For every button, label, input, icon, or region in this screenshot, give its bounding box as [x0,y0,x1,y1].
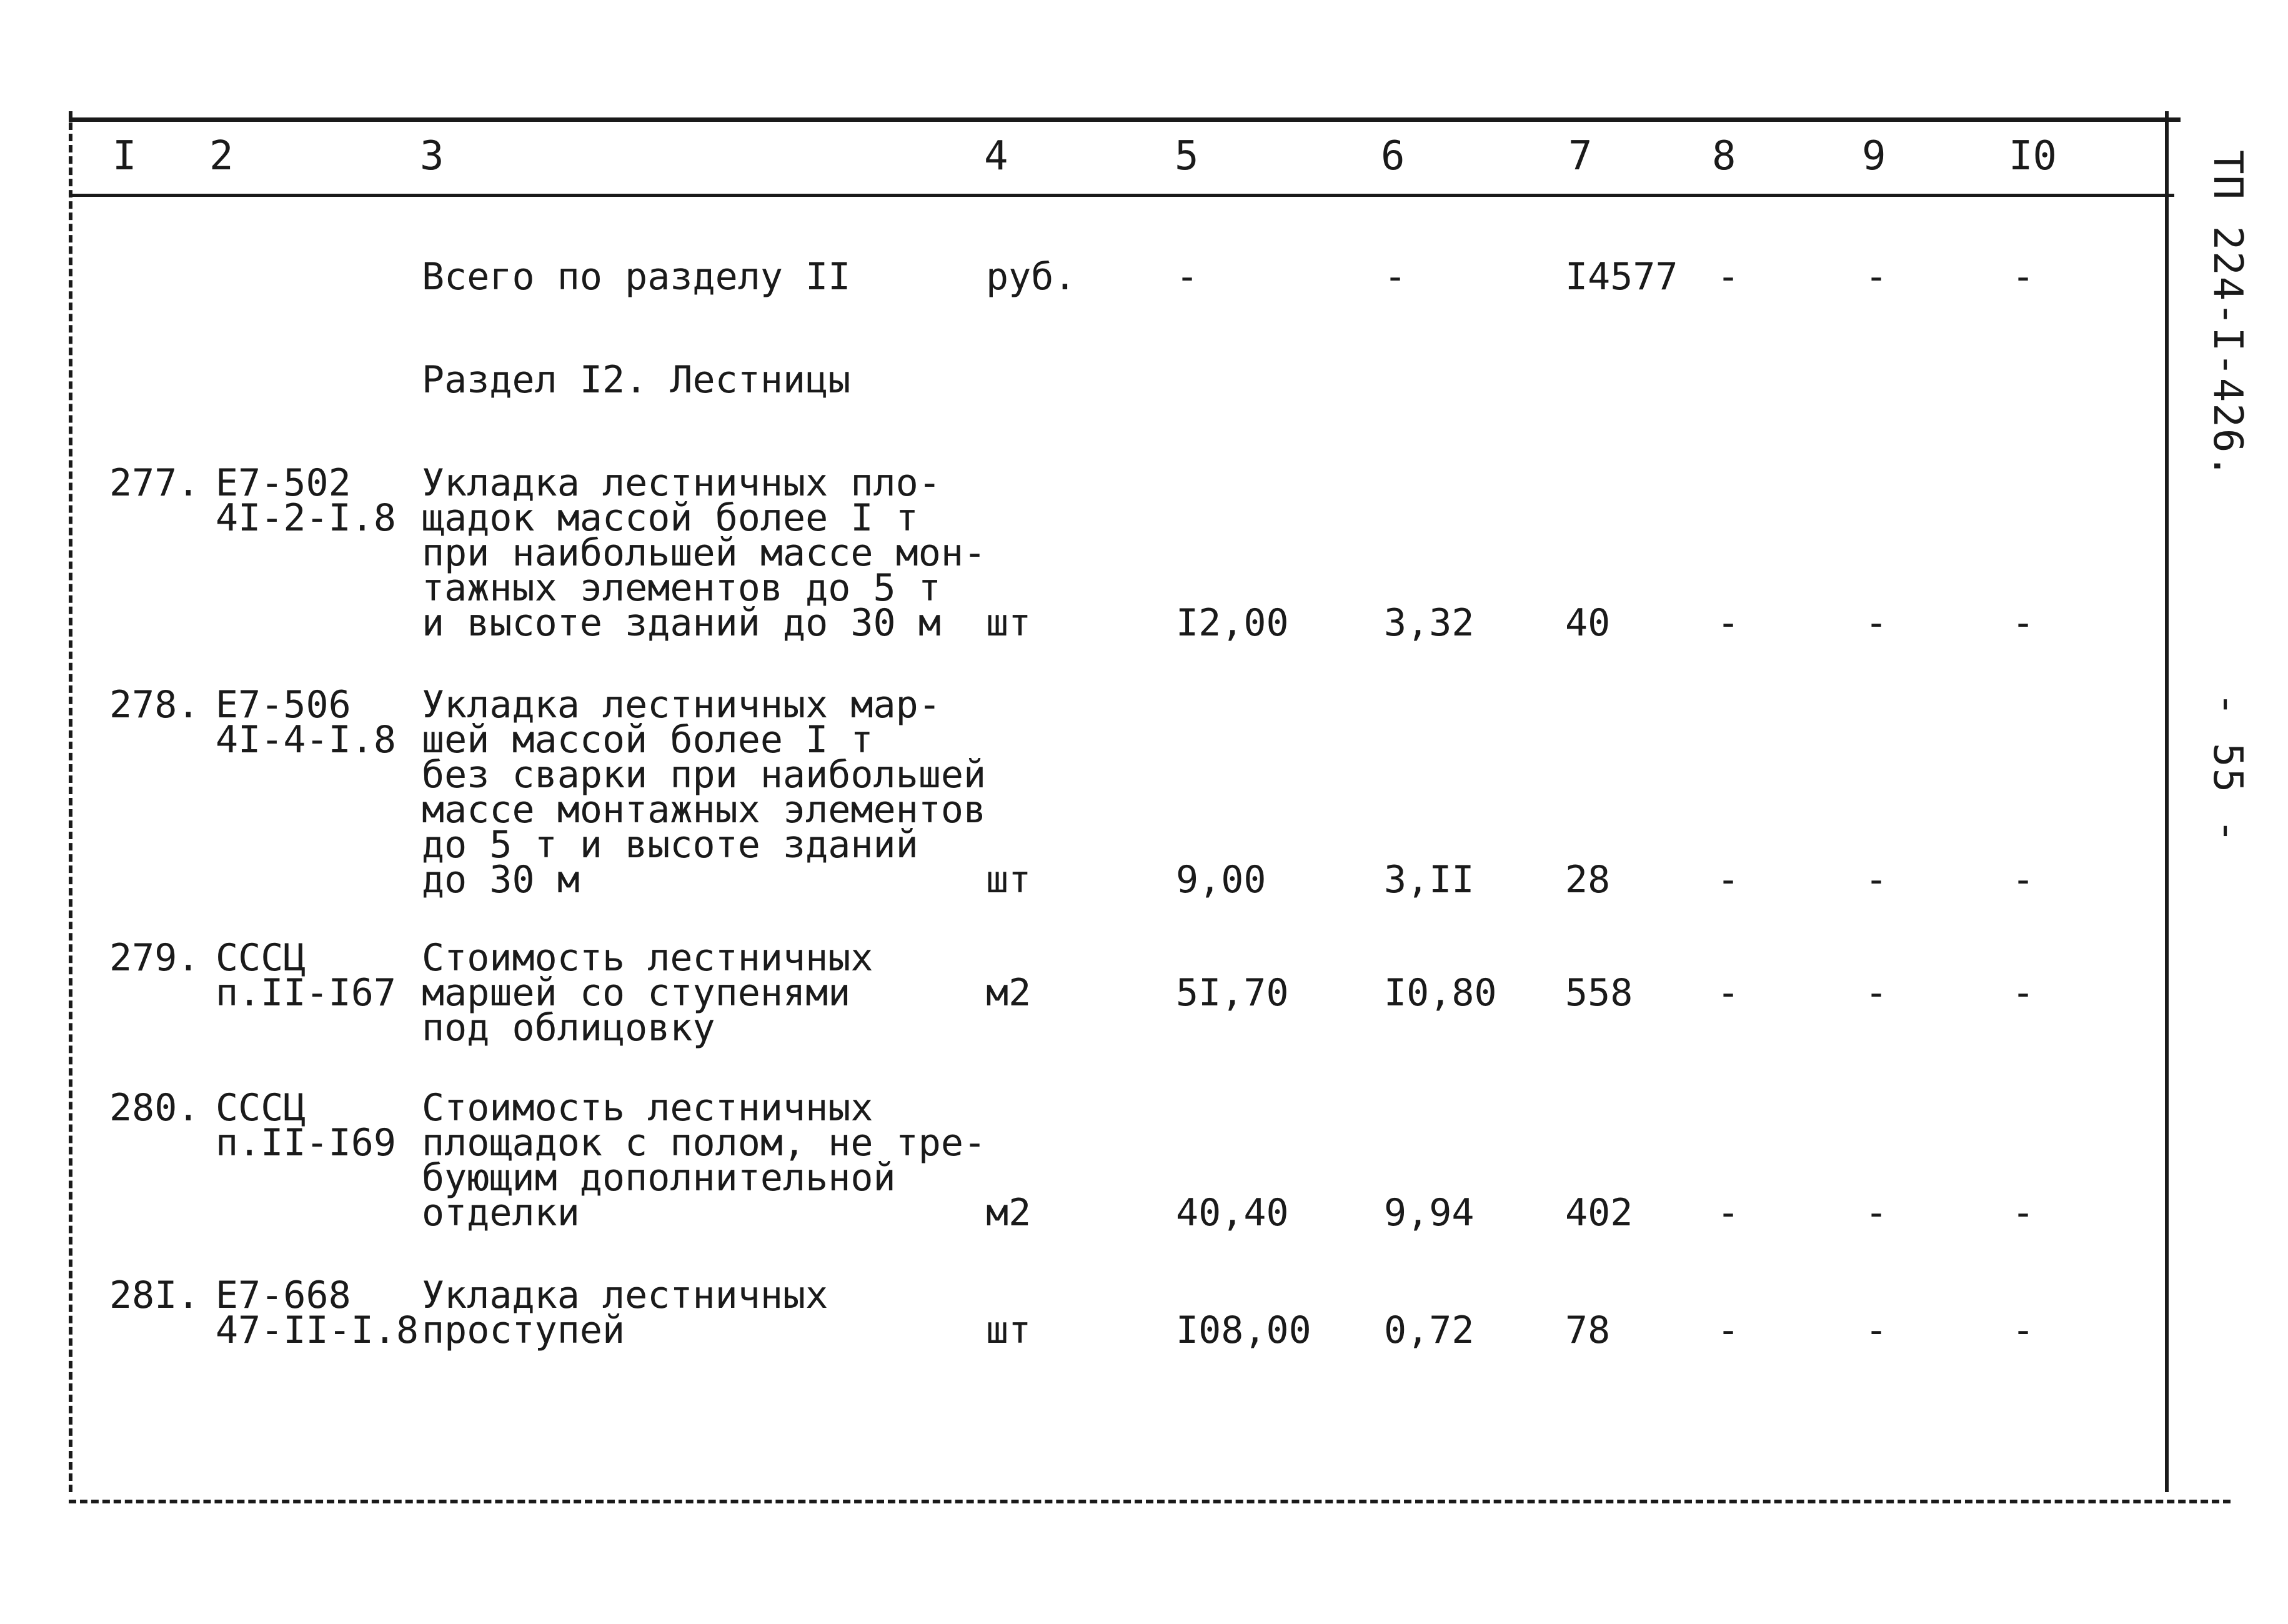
row-281-c10: - [2012,1308,2035,1352]
row-278-c7: 28 [1565,858,1611,902]
row-278-desc-4: массе монтажных элементов [422,788,987,832]
row-281-desc-1: Укладка лестничных [422,1273,828,1317]
total-c10: - [2012,255,2035,299]
row-279-desc-1: Стоимость лестничных [422,936,873,980]
total-c7: I4577 [1565,255,1678,299]
frame-right-border [2165,111,2169,1492]
col-header-5: 5 [1175,133,1199,179]
row-281-c7: 78 [1565,1308,1611,1352]
row-279-c8: - [1717,971,1740,1015]
row-279-c9: - [1865,971,1888,1015]
row-278-c9: - [1865,858,1888,902]
row-278-desc-6: до 30 м [422,858,580,902]
row-280-desc-3: бующим дополнительной [422,1156,896,1200]
row-278-c5: 9,00 [1176,858,1266,902]
total-label: Всего по разделу II [422,255,851,299]
row-278-desc-3: без сварки при наибольшей [422,753,987,797]
row-278-code1: Е7-506 [216,683,351,727]
row-280-code1: СССЦ [216,1086,306,1130]
row-279-c10: - [2012,971,2035,1015]
row-281-c8: - [1717,1308,1740,1352]
row-279-code1: СССЦ [216,936,306,980]
total-c8: - [1717,255,1740,299]
row-277-desc-3: при наибольшей массе мон- [422,531,987,575]
row-278-num: 278. [109,683,200,727]
row-280-c9: - [1865,1191,1888,1235]
row-280-unit: м2 [986,1191,1032,1235]
row-277-c6: 3,32 [1384,601,1475,645]
row-281-code2: 47-II-I.8 [216,1308,419,1352]
total-c5: - [1176,255,1199,299]
row-280-c7: 402 [1565,1191,1633,1235]
row-277-code2: 4I-2-I.8 [216,496,396,540]
frame-top-border [69,117,2181,122]
row-281-num: 28I. [109,1273,200,1317]
row-279-num: 279. [109,936,200,980]
row-281-unit: шт [986,1308,1032,1352]
section-title: Раздел I2. Лестницы [422,358,851,402]
row-281-desc-2: проступей [422,1308,625,1352]
row-277-c7: 40 [1565,601,1611,645]
row-281-c5: I08,00 [1176,1308,1311,1352]
col-header-1: I [112,133,137,179]
frame-bottom-border [69,1500,2231,1503]
row-278-desc-2: шей массой более I т [422,718,873,762]
row-281-c9: - [1865,1308,1888,1352]
col-header-3: 3 [420,133,444,179]
page-number: - 55 - [2204,692,2251,845]
row-279-code2: п.II-I67 [216,971,396,1015]
col-header-2: 2 [209,133,234,179]
row-277-c5: I2,00 [1176,601,1289,645]
row-277-c10: - [2012,601,2035,645]
row-279-desc-2: маршей со ступенями [422,971,851,1015]
row-278-desc-5: до 5 т и высоте зданий [422,823,918,867]
row-280-desc-4: отделки [422,1191,580,1235]
row-277-desc-4: тажных элементов до 5 т [422,566,941,610]
row-277-c9: - [1865,601,1888,645]
row-278-c10: - [2012,858,2035,902]
row-279-c5: 5I,70 [1176,971,1289,1015]
row-277-desc-1: Укладка лестничных пло- [422,461,941,505]
row-280-c5: 40,40 [1176,1191,1289,1235]
row-277-desc-2: щадок массой более I т [422,496,918,540]
total-c9: - [1865,255,1888,299]
row-280-c10: - [2012,1191,2035,1235]
row-278-c6: 3,II [1384,858,1475,902]
col-header-8: 8 [1712,133,1736,179]
row-279-c6: I0,80 [1384,971,1497,1015]
row-277-desc-5: и высоте зданий до 30 м [422,601,941,645]
header-separator [69,194,2174,197]
row-277-code1: Е7-502 [216,461,351,505]
total-unit: руб. [986,255,1077,299]
total-c6: - [1384,255,1407,299]
row-280-c8: - [1717,1191,1740,1235]
row-278-c8: - [1717,858,1740,902]
row-277-num: 277. [109,461,200,505]
row-277-c8: - [1717,601,1740,645]
document-code: ТП 224-I-426. [2204,150,2251,479]
row-279-c7: 558 [1565,971,1633,1015]
row-281-c6: 0,72 [1384,1308,1475,1352]
row-280-num: 280. [109,1086,200,1130]
row-277-unit: шт [986,601,1032,645]
row-280-desc-2: площадок с полом, не тре- [422,1121,987,1165]
row-279-unit: м2 [986,971,1032,1015]
row-280-code2: п.II-I69 [216,1121,396,1165]
frame-left-border [69,111,72,1492]
col-header-4: 4 [984,133,1008,179]
col-header-9: 9 [1862,133,1886,179]
col-header-7: 7 [1568,133,1593,179]
row-280-desc-1: Стоимость лестничных [422,1086,873,1130]
row-280-c6: 9,94 [1384,1191,1475,1235]
col-header-10: I0 [2009,133,2057,179]
row-281-code1: Е7-668 [216,1273,351,1317]
row-279-desc-3: под облицовку [422,1006,715,1050]
row-278-unit: шт [986,858,1032,902]
col-header-6: 6 [1381,133,1405,179]
row-278-desc-1: Укладка лестничных мар- [422,683,941,727]
row-278-code2: 4I-4-I.8 [216,718,396,762]
